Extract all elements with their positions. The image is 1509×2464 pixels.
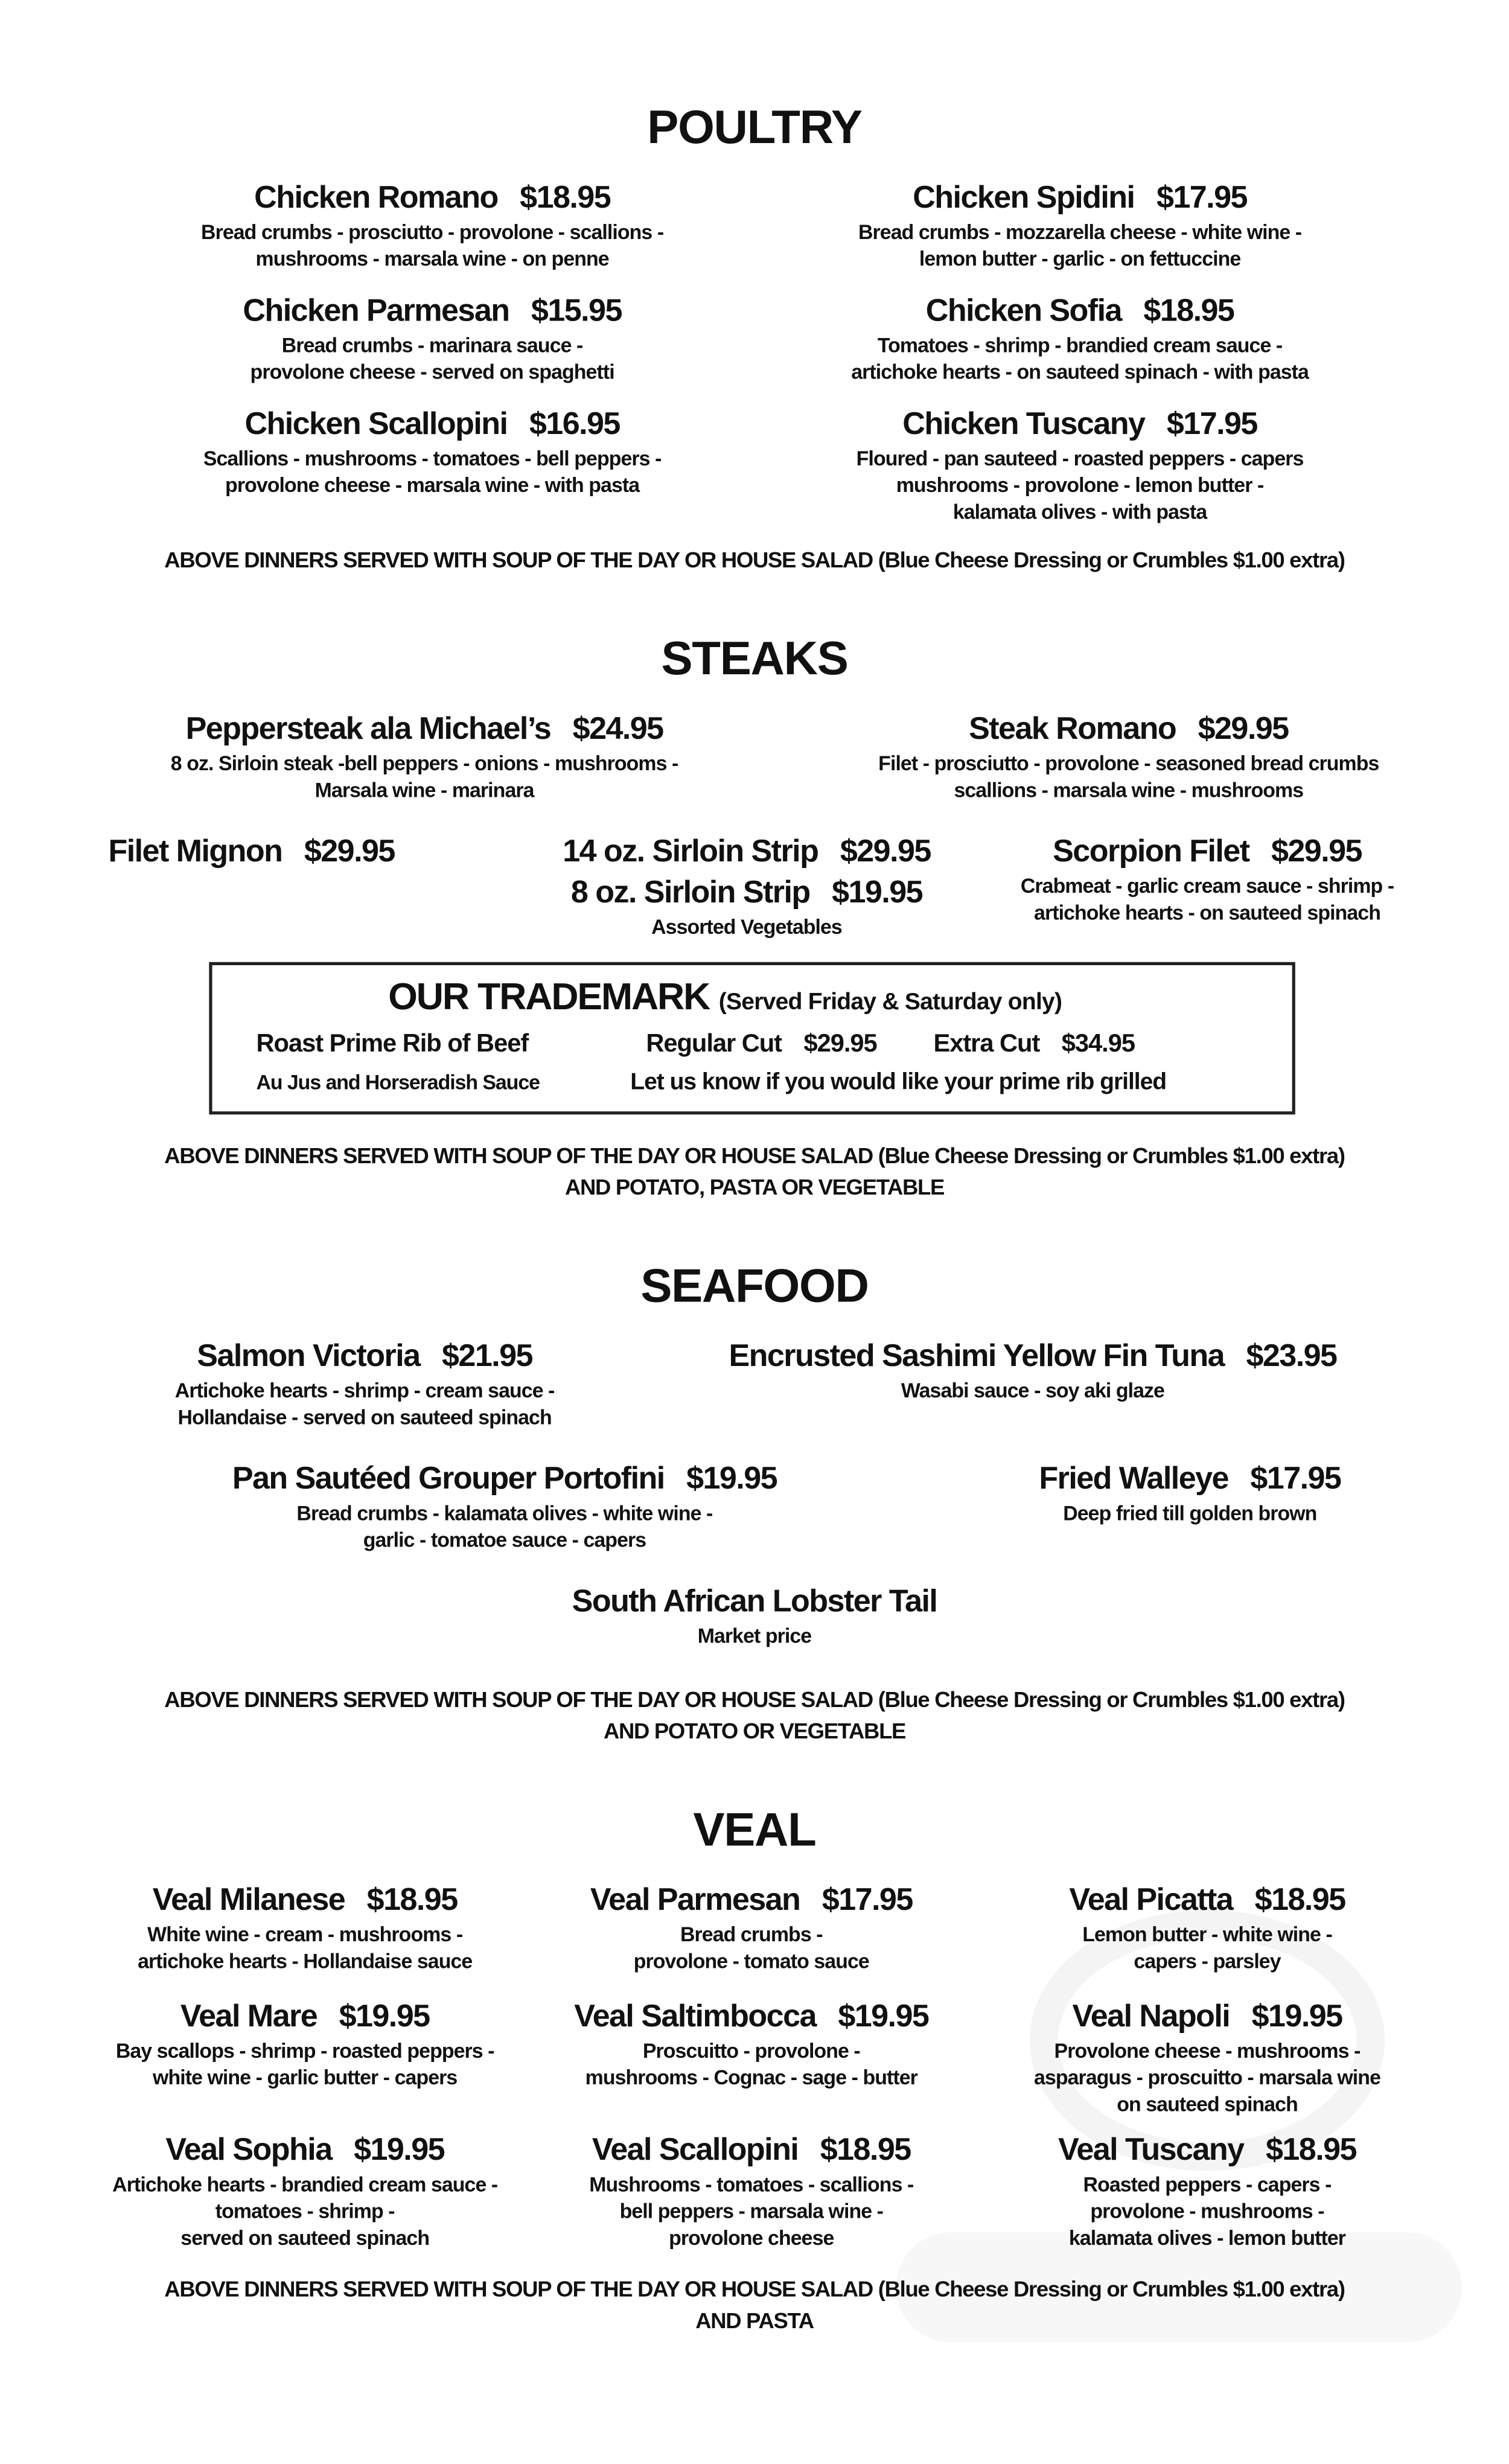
menu-item-description: Lemon butter - white wine - bbox=[1082, 1922, 1332, 1946]
menu-item bbox=[1039, 1459, 1341, 1527]
extra-cut-price: $34.95 bbox=[1061, 1031, 1135, 1058]
menu-item bbox=[243, 291, 621, 385]
menu-row bbox=[0, 832, 1509, 940]
menu-item-heading bbox=[1021, 832, 1394, 873]
menu-item-price: $15.95 bbox=[531, 293, 622, 329]
menu-item bbox=[138, 1880, 472, 1974]
menu-item-heading bbox=[1039, 1459, 1341, 1500]
menu-item-description: Provolone cheese - mushrooms - bbox=[1054, 2038, 1361, 2063]
menu-column bbox=[157, 1459, 852, 1553]
menu-column bbox=[635, 1336, 1431, 1404]
regular-cut-label: Regular Cut bbox=[646, 1031, 782, 1058]
menu-item-price: $18.95 bbox=[1265, 2133, 1356, 2168]
menu-item-description: Bread crumbs - kalamata olives - white wine - bbox=[296, 1501, 713, 1525]
section-note-steaks: AND POTATO, PASTA OR VEGETABLE bbox=[565, 1174, 945, 1200]
menu-item-description: asparagus - proscuitto - marsala wine bbox=[1034, 2065, 1381, 2089]
menu-item-name: Filet Mignon bbox=[108, 834, 282, 870]
menu-item-heading bbox=[571, 872, 922, 913]
menu-item-description: Market price bbox=[697, 1624, 812, 1648]
menu-item-name: Veal Picatta bbox=[1069, 1883, 1233, 1918]
trademark-title bbox=[212, 975, 1292, 1027]
menu-item-description: provolone cheese - served on spaghetti bbox=[250, 360, 614, 384]
menu-item-description: provolone cheese - marsala wine - with pasta bbox=[225, 473, 640, 497]
menu-item-heading bbox=[1034, 1996, 1380, 2037]
menu-item-price: $18.95 bbox=[820, 2133, 911, 2168]
menu-item-description: Bread crumbs - prosciutto - provolone - scallions - bbox=[201, 220, 664, 244]
menu-column bbox=[63, 709, 786, 803]
menu-item-description: bell peppers - marsala wine - bbox=[619, 2199, 884, 2223]
menu-item-heading bbox=[243, 291, 621, 332]
menu-item-price: $29.95 bbox=[1271, 834, 1362, 870]
menu-item bbox=[171, 709, 678, 803]
section-note-seafood: AND POTATO OR VEGETABLE bbox=[603, 1718, 906, 1744]
menu-column bbox=[531, 2130, 971, 2252]
menu-item-name: 8 oz. Sirloin Strip bbox=[570, 875, 810, 910]
menu-item-price: $18.95 bbox=[520, 180, 611, 215]
menu-item-price: $19.95 bbox=[832, 875, 923, 910]
menu-column bbox=[94, 177, 770, 272]
menu-item-price: $18.95 bbox=[1143, 293, 1234, 329]
menu-item bbox=[1058, 2130, 1356, 2252]
prime-rib-sauce: Au Jus and Horseradish Sauce bbox=[256, 1070, 540, 1094]
menu-row bbox=[0, 291, 1509, 385]
menu-row bbox=[0, 709, 1509, 803]
menu-item-price: $18.95 bbox=[1254, 1883, 1345, 1918]
menu-column bbox=[518, 1581, 990, 1649]
menu-item-heading bbox=[108, 832, 394, 873]
menu-item-description: Proscuitto - provolone - bbox=[642, 2038, 860, 2063]
prime-rib-name: Roast Prime Rib of Beef bbox=[256, 1031, 529, 1058]
menu-row bbox=[0, 1581, 1509, 1649]
menu-item bbox=[1069, 1880, 1345, 1974]
menu-item bbox=[878, 709, 1379, 803]
menu-column bbox=[94, 291, 770, 385]
section-title-poultry: POULTRY bbox=[647, 102, 862, 155]
regular-cut-price: $29.95 bbox=[803, 1031, 877, 1058]
menu-column bbox=[94, 1336, 635, 1431]
menu-column bbox=[949, 1459, 1431, 1527]
menu-item-description: scallions - marsala wine - mushrooms bbox=[954, 778, 1304, 802]
menu-item-name: Veal Mare bbox=[180, 1999, 317, 2034]
menu-item-price: $19.95 bbox=[838, 1999, 929, 2034]
menu-item bbox=[116, 1996, 494, 2090]
prime-rib-grill-note: Let us know if you would like your prime rib grilled bbox=[630, 1068, 1167, 1096]
menu-item-price: $17.95 bbox=[821, 1883, 913, 1918]
menu-item-heading bbox=[729, 1336, 1336, 1377]
menu-item-description: Crabmeat - garlic cream sauce - shrimp - bbox=[1020, 873, 1394, 898]
menu-item-description: on sauteed spinach bbox=[1117, 2092, 1298, 2116]
menu-column bbox=[770, 291, 1389, 385]
menu-item-heading bbox=[171, 709, 678, 750]
menu-item bbox=[203, 404, 662, 498]
menu-item bbox=[729, 1336, 1336, 1404]
menu-item-price: $19.95 bbox=[339, 1999, 430, 2034]
menu-item-heading bbox=[201, 177, 663, 219]
menu-item-description: Hollandaise - served on sauteed spinach bbox=[177, 1405, 552, 1429]
menu-item bbox=[232, 1459, 777, 1553]
menu-content bbox=[0, 101, 1509, 2336]
menu-row bbox=[0, 1996, 1509, 2118]
menu-column bbox=[991, 832, 1424, 926]
section-title-steaks: STEAKS bbox=[661, 633, 848, 686]
menu-item-heading bbox=[116, 1996, 494, 2037]
menu-item-price: $23.95 bbox=[1246, 1339, 1337, 1374]
menu-item-name: Veal Parmesan bbox=[590, 1883, 800, 1918]
menu-item bbox=[589, 2130, 913, 2252]
menu-item-name: Veal Sophia bbox=[165, 2133, 332, 2168]
section-note-veal: AND PASTA bbox=[695, 2307, 814, 2333]
menu-item bbox=[1021, 832, 1394, 926]
menu-column bbox=[78, 1996, 531, 2090]
menu-item-description: provolone cheese bbox=[669, 2226, 834, 2250]
menu-item-description: Deep fried till golden brown bbox=[1063, 1501, 1317, 1525]
menu-item-description: Roasted peppers - capers - bbox=[1083, 2172, 1332, 2197]
menu-item-description: Scallions - mushrooms - tomatoes - bell peppers - bbox=[203, 446, 662, 470]
menu-item-description: Marsala wine - marinara bbox=[314, 778, 534, 802]
menu-item-name: Veal Napoli bbox=[1072, 1999, 1230, 2034]
menu-item-heading bbox=[574, 1996, 928, 2037]
menu-item bbox=[112, 2130, 497, 2252]
menu-item-name: Pan Sautéed Grouper Portofini bbox=[232, 1461, 665, 1497]
extra-cut-label: Extra Cut bbox=[933, 1031, 1040, 1058]
menu-item-description: mushrooms - Cognac - sage - butter bbox=[585, 2065, 917, 2089]
menu-item bbox=[857, 404, 1304, 525]
section-title-seafood: SEAFOOD bbox=[640, 1260, 869, 1313]
menu-item-description: provolone - tomato sauce bbox=[633, 1949, 869, 1973]
menu-row bbox=[0, 1880, 1509, 1974]
menu-item-description: mushrooms - provolone - lemon butter - bbox=[896, 473, 1264, 497]
menu-item-description: garlic - tomatoe sauce - capers bbox=[363, 1528, 646, 1552]
menu-item-name: South African Lobster Tail bbox=[572, 1585, 937, 1620]
menu-item-description: artichoke hearts - Hollandaise sauce bbox=[138, 1949, 473, 1973]
menu-item-description: Tomatoes - shrimp - brandied cream sauce - bbox=[877, 333, 1283, 357]
menu-item-heading bbox=[563, 832, 931, 873]
menu-item bbox=[851, 291, 1309, 385]
menu-item-description: White wine - cream - mushrooms - bbox=[147, 1922, 463, 1946]
trademark-notes-row bbox=[212, 1064, 1292, 1102]
menu-item-description: tomatoes - shrimp - bbox=[215, 2199, 395, 2223]
menu-item-description: Artichoke hearts - brandied cream sauce - bbox=[112, 2172, 498, 2197]
menu-column bbox=[0, 832, 503, 873]
menu-item-heading bbox=[175, 1336, 555, 1377]
menu-column bbox=[78, 2130, 531, 2252]
menu-item-heading bbox=[589, 2130, 913, 2171]
menu-column bbox=[531, 1996, 971, 2090]
menu-item-price: $29.95 bbox=[840, 834, 931, 870]
menu-item-price: $29.95 bbox=[304, 834, 395, 870]
menu-item-heading bbox=[232, 1459, 777, 1500]
menu-item-description: lemon butter - garlic - on fettuccine bbox=[919, 246, 1241, 270]
menu-item-description: Mushrooms - tomatoes - scallions - bbox=[589, 2172, 914, 2197]
menu-item-description: 8 oz. Sirloin steak -bell peppers - onions - mushrooms - bbox=[170, 751, 678, 775]
menu-item-description: white wine - garlic butter - capers bbox=[153, 2065, 458, 2089]
menu-item-heading bbox=[858, 177, 1301, 219]
menu-item-description: Bread crumbs - mozzarella cheese - white wine - bbox=[858, 220, 1302, 244]
menu-item-name: Veal Tuscany bbox=[1058, 2133, 1244, 2168]
section-note-veal: ABOVE DINNERS SERVED WITH SOUP OF THE DAY OR HOUSE SALAD (Blue Cheese Dressing or Crumbles $1.00 extra) bbox=[164, 2276, 1345, 2302]
menu-item-name: Chicken Sofia bbox=[925, 293, 1121, 329]
menu-item-description: kalamata olives - with pasta bbox=[952, 500, 1207, 524]
menu-item-name: Fried Walleye bbox=[1039, 1461, 1228, 1497]
menu-item-name: Salmon Victoria bbox=[197, 1339, 420, 1374]
menu-column bbox=[503, 832, 990, 940]
menu-item bbox=[108, 832, 394, 873]
menu-item-description: served on sauteed spinach bbox=[180, 2226, 430, 2250]
menu-item-description: Floured - pan sauteed - roasted peppers - capers bbox=[856, 446, 1304, 470]
menu-row bbox=[0, 177, 1509, 272]
menu-item-description: Bay scallops - shrimp - roasted peppers - bbox=[115, 2038, 494, 2063]
menu-item-heading bbox=[851, 291, 1309, 332]
menu-item-name: Veal Milanese bbox=[152, 1883, 345, 1918]
menu-column bbox=[971, 1880, 1443, 1974]
menu-row bbox=[0, 404, 1509, 525]
menu-item-description: Bread crumbs - bbox=[680, 1922, 823, 1946]
menu-item-price: $17.95 bbox=[1250, 1461, 1341, 1497]
menu-item bbox=[590, 1880, 913, 1974]
menu-column bbox=[971, 1996, 1443, 2118]
menu-item-name: Encrusted Sashimi Yellow Fin Tuna bbox=[729, 1339, 1225, 1374]
menu-item-description: Wasabi sauce - soy aki glaze bbox=[901, 1378, 1164, 1402]
menu-item-price: $29.95 bbox=[1198, 712, 1289, 747]
menu-item-description: artichoke hearts - on sauteed spinach - with pasta bbox=[851, 360, 1309, 384]
menu-item bbox=[571, 872, 922, 940]
menu-item-name: 14 oz. Sirloin Strip bbox=[563, 834, 818, 870]
menu-item-heading bbox=[572, 1581, 937, 1623]
menu-item-name: Scorpion Filet bbox=[1053, 834, 1249, 870]
menu-item-name: Veal Scallopini bbox=[592, 2133, 799, 2168]
menu-item-price: $19.95 bbox=[686, 1461, 777, 1497]
menu-item-heading bbox=[590, 1880, 913, 1921]
menu-item-description: mushrooms - marsala wine - on penne bbox=[255, 246, 609, 270]
menu-item-description: Filet - prosciutto - provolone - seasoned bread crumbs bbox=[878, 751, 1379, 775]
menu-column bbox=[770, 404, 1389, 525]
menu-row bbox=[0, 1336, 1509, 1431]
menu-item-heading bbox=[878, 709, 1379, 750]
menu-item-heading bbox=[138, 1880, 472, 1921]
menu-item-name: Chicken Romano bbox=[254, 180, 498, 215]
menu-item-name: Chicken Spidini bbox=[913, 180, 1135, 215]
menu-item-name: Veal Saltimbocca bbox=[574, 1999, 816, 2034]
menu-column bbox=[531, 1880, 971, 1974]
menu-item-description: kalamata olives - lemon butter bbox=[1068, 2226, 1346, 2250]
menu-item-description: Artichoke hearts - shrimp - cream sauce - bbox=[174, 1378, 555, 1402]
menu-item-name: Steak Romano bbox=[969, 712, 1176, 747]
menu-item-price: $21.95 bbox=[442, 1339, 532, 1374]
menu-item-heading bbox=[857, 404, 1304, 445]
menu-row bbox=[0, 1459, 1509, 1553]
menu-item-description: provolone - mushrooms - bbox=[1090, 2199, 1324, 2223]
menu-column bbox=[78, 1880, 531, 1974]
section-note-seafood: ABOVE DINNERS SERVED WITH SOUP OF THE DAY OR HOUSE SALAD (Blue Cheese Dressing or Crumbles $1.00 extra) bbox=[164, 1687, 1345, 1712]
trademark-prices-row bbox=[212, 1027, 1292, 1065]
menu-item bbox=[201, 177, 663, 272]
menu-item-description: Assorted Vegetables bbox=[651, 914, 842, 939]
menu-column bbox=[94, 404, 770, 498]
menu-item bbox=[858, 177, 1301, 272]
menu-item-description: artichoke hearts - on sauteed spinach bbox=[1034, 901, 1381, 925]
menu-item-price: $18.95 bbox=[366, 1883, 458, 1918]
trademark-box bbox=[209, 962, 1295, 1115]
menu-item-heading bbox=[203, 404, 662, 445]
menu-item-name: Peppersteak ala Michael’s bbox=[185, 712, 551, 747]
menu-item-heading bbox=[1058, 2130, 1356, 2171]
section-note-poultry: ABOVE DINNERS SERVED WITH SOUP OF THE DAY OR HOUSE SALAD (Blue Cheese Dressing or Crumbles $1.00 extra) bbox=[164, 547, 1345, 572]
menu-item bbox=[563, 832, 931, 873]
menu-item-price: $17.95 bbox=[1166, 407, 1257, 442]
menu-column bbox=[770, 177, 1389, 272]
menu-item-heading bbox=[112, 2130, 497, 2171]
menu-item-price: $24.95 bbox=[572, 712, 663, 747]
menu-item-price: $17.95 bbox=[1156, 180, 1247, 215]
menu-item-name: Chicken Tuscany bbox=[902, 407, 1145, 442]
menu-row bbox=[0, 2130, 1509, 2252]
menu-item-name: Chicken Parmesan bbox=[243, 293, 509, 329]
menu-item-name: Chicken Scallopini bbox=[244, 407, 508, 442]
trademark-subtitle: (Served Friday & Saturday only) bbox=[718, 989, 1062, 1016]
menu-item bbox=[1034, 1996, 1380, 2118]
menu-item-heading bbox=[1069, 1880, 1345, 1921]
menu-item-description: Bread crumbs - marinara sauce - bbox=[281, 333, 583, 357]
menu-item bbox=[572, 1581, 937, 1649]
section-title-veal: VEAL bbox=[693, 1804, 816, 1857]
menu-item-price: $19.95 bbox=[1251, 1999, 1342, 2034]
menu-column bbox=[786, 709, 1471, 803]
menu-item-price: $16.95 bbox=[529, 407, 620, 442]
menu-item-description: capers - parsley bbox=[1134, 1949, 1281, 1973]
section-note-steaks: ABOVE DINNERS SERVED WITH SOUP OF THE DAY OR HOUSE SALAD (Blue Cheese Dressing or Crumbles $1.00 extra) bbox=[164, 1143, 1345, 1168]
menu-column bbox=[971, 2130, 1443, 2252]
menu-item bbox=[175, 1336, 555, 1431]
menu-item bbox=[574, 1996, 928, 2090]
menu-item-price: $19.95 bbox=[354, 2133, 445, 2168]
trademark-heading: OUR TRADEMARK bbox=[388, 976, 710, 1019]
